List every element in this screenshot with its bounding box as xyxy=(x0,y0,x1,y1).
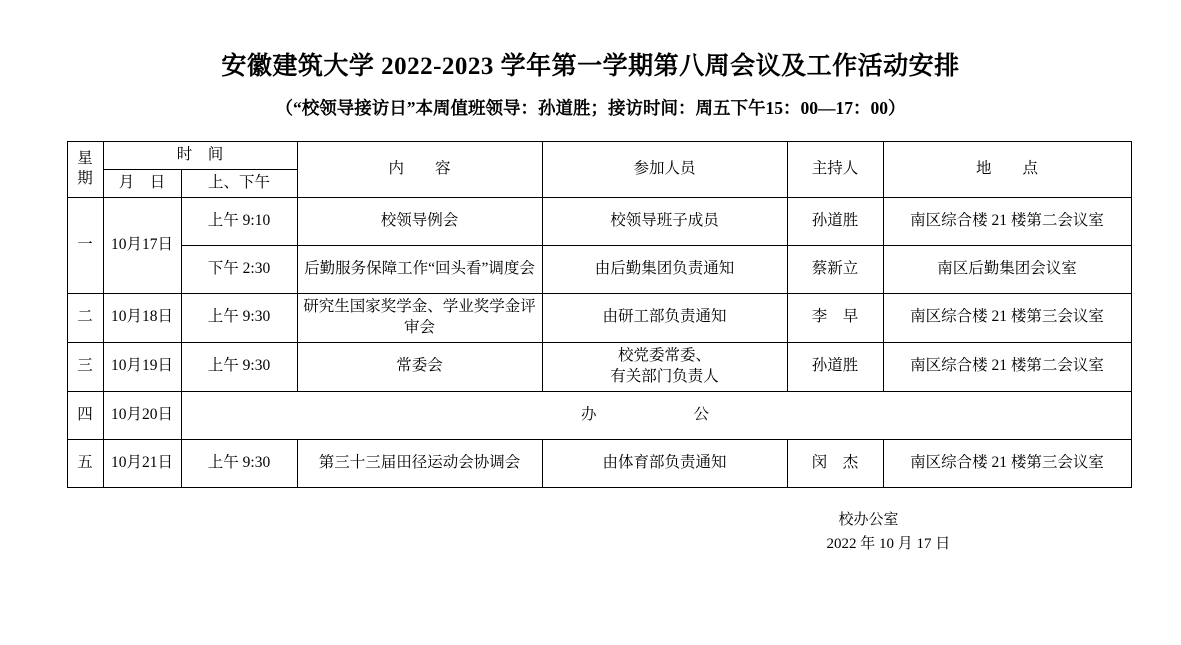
cell-place: 南区综合楼 21 楼第三会议室 xyxy=(883,293,1131,342)
header-time: 时 间 xyxy=(103,142,297,170)
table-header-row xyxy=(67,142,1131,170)
table-row xyxy=(67,245,1131,293)
footer-date: 2022 年 10 月 17 日 xyxy=(826,535,951,552)
table-row xyxy=(67,197,1131,245)
table-row xyxy=(67,391,1131,439)
table-header xyxy=(67,142,1131,198)
cell-content: 后勤服务保障工作“回头看”调度会 xyxy=(297,245,542,293)
cell-content: 研究生国家奖学金、学业奖学金评审会 xyxy=(297,293,542,342)
table-body xyxy=(67,197,1131,487)
cell-place: 南区综合楼 21 楼第二会议室 xyxy=(883,342,1131,391)
table-row xyxy=(67,439,1131,487)
cell-date: 10月20日 xyxy=(103,391,181,439)
cell-content: 常委会 xyxy=(297,342,542,391)
header-week xyxy=(67,142,103,198)
schedule-table-wrapper xyxy=(67,141,1115,488)
cell-ampm: 上午 9:30 xyxy=(181,293,297,342)
cell-people: 校领导班子成员 xyxy=(542,197,787,245)
header-ampm: 上、下午 xyxy=(181,169,297,197)
cell-host: 孙道胜 xyxy=(787,342,883,391)
footer-office: 校办公室 xyxy=(838,511,899,528)
cell-date: 10月18日 xyxy=(103,293,181,342)
cell-people: 由研工部负责通知 xyxy=(542,293,787,342)
cell-place: 南区后勤集团会议室 xyxy=(883,245,1131,293)
cell-ampm: 上午 9:30 xyxy=(181,342,297,391)
schedule-table xyxy=(67,141,1132,488)
header-people: 参加人员 xyxy=(542,142,787,198)
cell-ampm: 上午 9:30 xyxy=(181,439,297,487)
cell-host: 孙道胜 xyxy=(787,197,883,245)
cell-people-line1: 校党委常委、 xyxy=(618,346,712,364)
header-week-line1: 星 xyxy=(77,149,93,167)
cell-host: 蔡新立 xyxy=(787,245,883,293)
cell-week: 四 xyxy=(67,391,103,439)
page-title: 安徽建筑大学 2022-2023 学年第一学期第八周会议及工作活动安排 xyxy=(221,53,960,80)
document-page xyxy=(0,52,1181,645)
cell-date: 10月21日 xyxy=(103,439,181,487)
cell-date: 10月19日 xyxy=(103,342,181,391)
cell-week: 三 xyxy=(67,342,103,391)
cell-people xyxy=(542,342,787,391)
cell-week: 二 xyxy=(67,293,103,342)
header-content: 内 容 xyxy=(297,142,542,198)
document-footer xyxy=(67,508,1115,556)
cell-week: 一 xyxy=(67,197,103,293)
cell-people-line2: 有关部门负责人 xyxy=(610,367,719,385)
header-date: 月 日 xyxy=(103,169,181,197)
cell-ampm: 上午 9:10 xyxy=(181,197,297,245)
cell-host: 李 早 xyxy=(787,293,883,342)
cell-merged-note: 办 公 xyxy=(181,391,1131,439)
table-row xyxy=(67,342,1131,391)
cell-host: 闵 杰 xyxy=(787,439,883,487)
cell-place: 南区综合楼 21 楼第三会议室 xyxy=(883,439,1131,487)
header-place: 地 点 xyxy=(883,142,1131,198)
table-row xyxy=(67,293,1131,342)
header-host: 主持人 xyxy=(787,142,883,198)
cell-content: 第三十三届田径运动会协调会 xyxy=(297,439,542,487)
cell-week: 五 xyxy=(67,439,103,487)
page-subtitle: （“校领导接访日”本周值班领导：孙道胜；接访时间：周五下午15：00—17：00） xyxy=(275,98,906,118)
cell-ampm: 下午 2:30 xyxy=(181,245,297,293)
cell-people: 由后勤集团负责通知 xyxy=(542,245,787,293)
header-week-line2: 期 xyxy=(77,170,93,188)
cell-people: 由体育部负责通知 xyxy=(542,439,787,487)
cell-place: 南区综合楼 21 楼第二会议室 xyxy=(883,197,1131,245)
cell-date: 10月17日 xyxy=(103,197,181,293)
cell-content: 校领导例会 xyxy=(297,197,542,245)
